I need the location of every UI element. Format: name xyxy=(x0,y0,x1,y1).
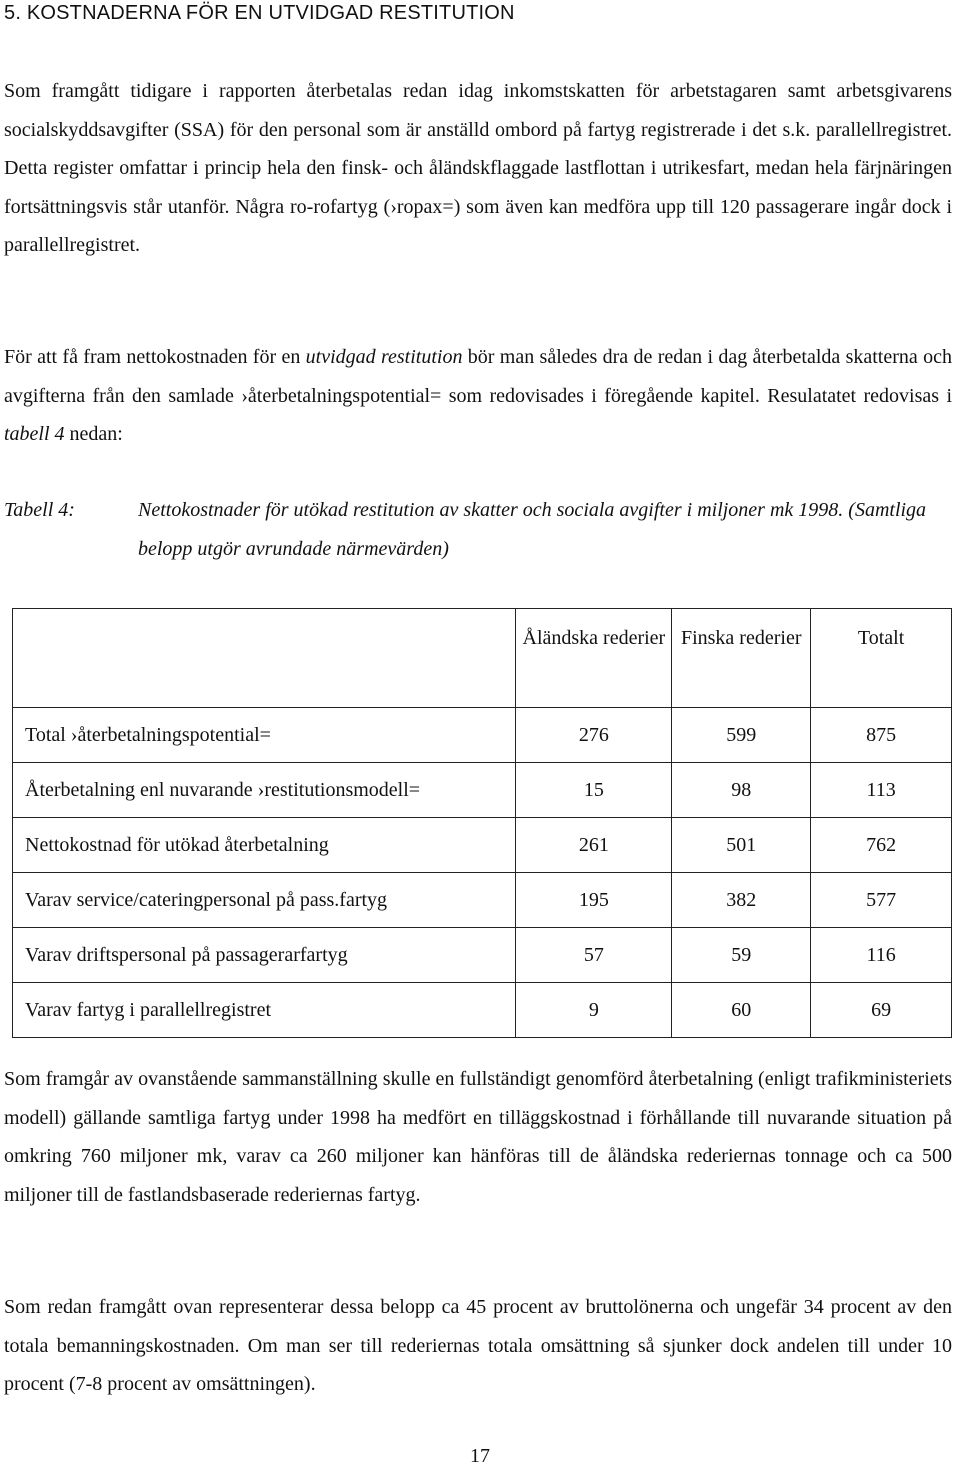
cell-totalt: 113 xyxy=(811,763,952,818)
table-caption-text: Nettokostnader för utökad restitution av skatter och sociala avgifter i miljoner mk 1998. (Samtliga belopp utgör avrundade närmevärden) xyxy=(138,499,927,560)
cell-alandska: 57 xyxy=(516,928,672,983)
cell-alandska: 195 xyxy=(516,873,672,928)
table-caption-label: Tabell 4: xyxy=(4,499,75,521)
cell-totalt: 875 xyxy=(811,708,952,763)
row-label: Varav service/cateringpersonal på pass.fartyg xyxy=(13,873,516,928)
cell-finska: 60 xyxy=(672,983,811,1038)
cell-finska: 382 xyxy=(672,873,811,928)
row-label: Nettokostnad för utökad återbetalning xyxy=(13,818,516,873)
cell-alandska: 9 xyxy=(516,983,672,1038)
paragraph-net-cost xyxy=(4,338,952,454)
row-label: Varav fartyg i parallellregistret xyxy=(13,983,516,1038)
paragraph-net-cost-part2: bör man således dra de redan i dag återbetalda skatterna och avgifterna från den samlade ›återbetalningspotential= som redovisades i föregående kapitel. Resulatatet redovisas i xyxy=(4,346,952,407)
table-row xyxy=(13,763,952,818)
cell-finska: 599 xyxy=(672,708,811,763)
table-row xyxy=(13,818,952,873)
row-label: Total ›återbetalningspotential= xyxy=(13,708,516,763)
cell-totalt: 116 xyxy=(811,928,952,983)
table-header-row xyxy=(13,609,952,708)
table-row xyxy=(13,983,952,1038)
cell-alandska: 261 xyxy=(516,818,672,873)
paragraph-intro: Som framgått tidigare i rapporten återbetalas redan idag inkomstskatten för arbetstagaren samt arbetsgivarens socialskyddsavgifter (SSA) för den personal som är anställd ombord på fartyg registrerade i det s.k. parallellregistret. Detta register omfattar i princip hela den finsk- och åländskflaggade lastflottan i utrikesfart, medan hela färjnäringen fortsättningsvis står utanför. Några ro-rofartyg (›ropax=) som även kan medföra upp till 120 passagerare ingår dock i parallellregistret. xyxy=(4,80,952,256)
cell-alandska: 276 xyxy=(516,708,672,763)
paragraph-net-cost-part1: För att få fram nettokostnaden för en xyxy=(4,346,306,368)
paragraph-share: Som redan framgått ovan representerar dessa belopp ca 45 procent av bruttolönerna och ungefär 34 procent av den totala bemanningskostnaden. Om man ser till rederiernas totala omsättning så sjunker dock andelen till under 10 procent (7-8 procent av omsättningen). xyxy=(4,1296,952,1395)
table-row xyxy=(13,928,952,983)
row-label: Varav driftspersonal på passagerarfartyg xyxy=(13,928,516,983)
table-row xyxy=(13,708,952,763)
cell-finska: 501 xyxy=(672,818,811,873)
cell-finska: 98 xyxy=(672,763,811,818)
emphasis-tabell-4: tabell 4 xyxy=(4,423,65,445)
header-finska-rederier: Finska rederier xyxy=(672,609,811,708)
cell-totalt: 69 xyxy=(811,983,952,1038)
cell-totalt: 762 xyxy=(811,818,952,873)
section-heading: 5. KOSTNADERNA FÖR EN UTVIDGAD RESTITUTION xyxy=(4,2,515,24)
table-row xyxy=(13,873,952,928)
header-empty-cell xyxy=(13,609,516,708)
cell-alandska: 15 xyxy=(516,763,672,818)
header-totalt: Totalt xyxy=(811,609,952,708)
paragraph-net-cost-part3: nedan: xyxy=(64,423,123,445)
cell-totalt: 577 xyxy=(811,873,952,928)
header-alandska-rederier: Åländska rederier xyxy=(516,609,672,708)
paragraph-summary: Som framgår av ovanstående sammanställning skulle en fullständigt genomförd återbetalning (enligt trafikministeriets modell) gällande samtliga fartyg under 1998 ha medfört en tilläggskostnad i förhållande till nuvarande situation på omkring 760 miljoner mk, varav ca 260 miljoner kan hänföras till de åländska rederiernas tonnage och ca 500 miljoner till de fastlandsbaserade rederiernas fartyg. xyxy=(4,1068,952,1206)
row-label: Återbetalning enl nuvarande ›restitutionsmodell= xyxy=(13,763,516,818)
page-number: 17 xyxy=(470,1445,490,1467)
cell-finska: 59 xyxy=(672,928,811,983)
cost-table xyxy=(12,608,952,1038)
emphasis-utvidgad-restitution: utvidgad restitution xyxy=(305,346,463,368)
